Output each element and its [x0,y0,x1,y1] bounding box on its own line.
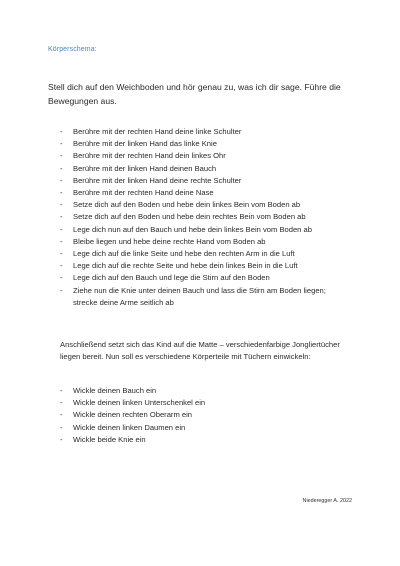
list-item: - Wickle deinen linken Unterschenkel ein [60,397,350,409]
intro-paragraph: Stell dich auf den Weichboden und hör genau zu, was ich dir sage. Führe die Bewegungen aus. [48,82,341,106]
wrap-instruction-list [60,385,350,446]
list-item: - Berühre mit der rechten Hand dein linkes Ohr [60,150,350,162]
list-item: - Lege dich auf die rechte Seite und hebe dein linkes Bein in die Luft [60,260,350,272]
instruction-list [60,126,350,309]
list-item: - Berühre mit der linken Hand das linke Knie [60,138,350,150]
wrap-intro-paragraph: Anschließend setzt sich das Kind auf die Matte – verschiedenfarbige Jongliertücher liegen bereit. Nun soll es verschiedene Körperteile mit Tüchern einwickeln: [60,340,340,362]
list-dash: - [60,422,63,432]
list-item: - Lege dich auf die linke Seite und hebe den rechten Arm in die Luft [60,248,350,260]
list-item: - Wickle beide Knie ein [60,434,350,446]
list-item: - Berühre mit der rechten Hand deine Nase [60,187,350,199]
list-dash: - [60,273,63,283]
list-item: - Lege dich nun auf den Bauch und hebe dein linkes Bein vom Boden ab [60,224,350,236]
list-dash: - [60,188,63,198]
author-footer: Niederegger A. 2022 [302,498,352,504]
list-dash: - [60,261,63,271]
list-item: - Wickle deinen rechten Oberarm ein [60,409,350,421]
list-dash: - [60,398,63,408]
list-item: - Berühre mit der rechten Hand deine linke Schulter [60,126,350,138]
list-dash: - [60,200,63,210]
list-dash: - [60,236,63,246]
list-dash: - [60,410,63,420]
list-dash: - [60,127,63,136]
list-dash: - [60,434,63,444]
list-item: - Berühre mit der linken Hand deinen Bauch [60,163,350,175]
list-dash: - [60,151,63,161]
list-dash: - [60,163,63,173]
list-item: - Bleibe liegen und hebe deine rechte Hand vom Boden ab [60,236,350,248]
list-dash: - [60,249,63,259]
section-heading: Körperschema: [48,46,97,53]
list-item: - Wickle deinen Bauch ein [60,385,350,397]
list-dash: - [60,224,63,234]
list-dash: - [60,285,63,295]
list-item: - Ziehe nun die Knie unter deinen Bauch und lass die Stirn am Boden liegen; strecke deine Arme seitlich ab [60,285,326,307]
list-item: - Setze dich auf den Boden und hebe dein rechtes Bein vom Boden ab [60,211,350,223]
list-item: - Lege dich auf den Bauch und lege die Stirn auf den Boden [60,272,350,284]
list-item: - Setze dich auf den Boden und hebe dein linkes Bein vom Boden ab [60,199,350,211]
list-dash: - [60,386,63,395]
list-item: - Wickle deinen linken Daumen ein [60,422,350,434]
list-dash: - [60,212,63,222]
list-dash: - [60,175,63,185]
list-dash: - [60,139,63,149]
list-item: - Berühre mit der linken Hand deine rechte Schulter [60,175,350,187]
